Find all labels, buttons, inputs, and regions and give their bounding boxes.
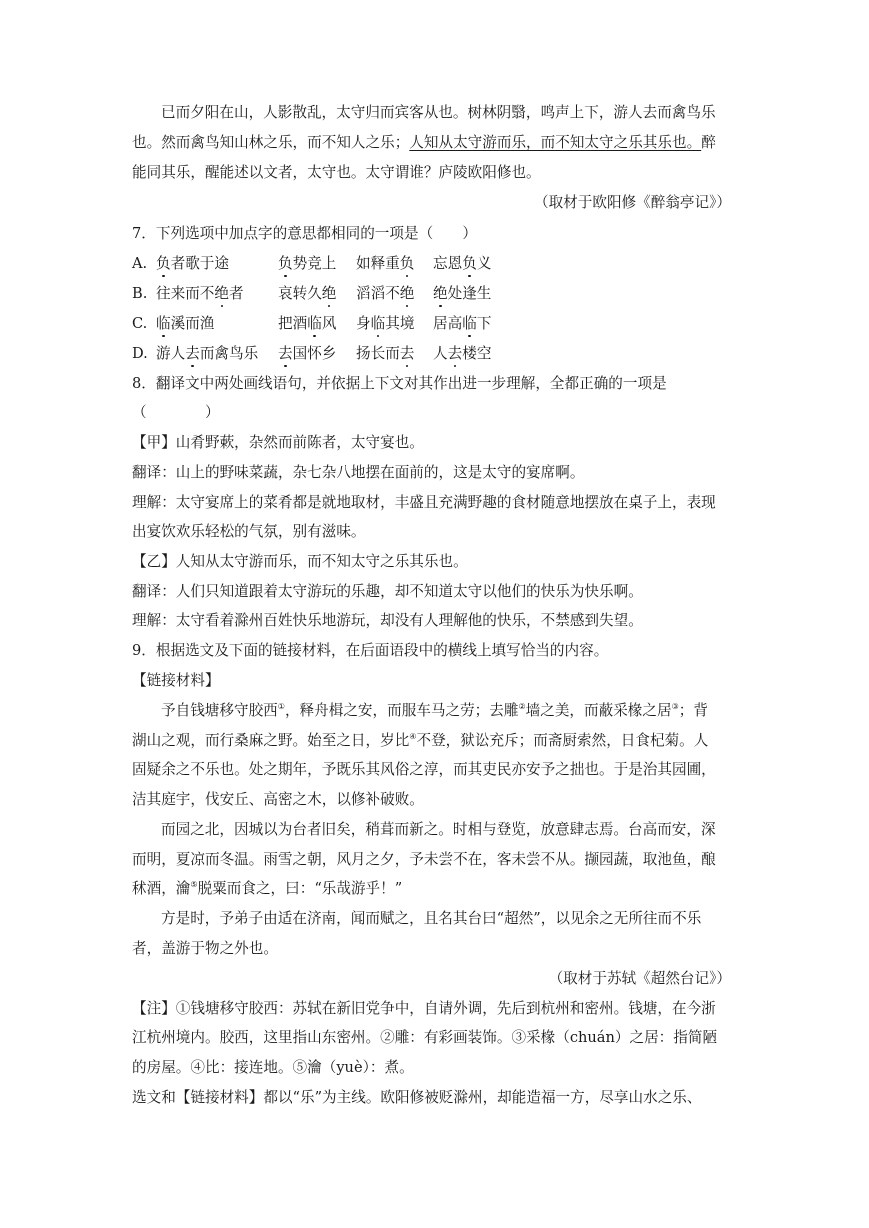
- dotted-char: 去: [185, 345, 200, 362]
- answer-blank: （ ）: [132, 404, 220, 421]
- dotted-char: 临: [370, 315, 386, 332]
- option-label: C.: [132, 315, 148, 332]
- question-9-prompt: 选文和【链接材料】都以“乐”为主线。欧阳修被贬滁州，却能造福一方，尽享山水之乐、: [132, 1089, 702, 1106]
- sentence-jia: 【甲】山肴野蔌，杂然而前陈者，太守宴也。: [132, 434, 424, 451]
- dotted-char: 绝: [321, 285, 337, 302]
- option-phrase: 把酒临风: [278, 315, 337, 332]
- sentence-yi: 【乙】人知从太守游而乐，而不知太守之乐其乐也。: [132, 553, 468, 570]
- passage-line: 已而夕阳在山，人影散乱，太守归而宾客从也。树林阴翳，鸣声上下，游人去而禽鸟乐: [161, 104, 716, 121]
- understanding-jia: 出宴饮欢乐轻松的气氛，别有滋味。: [132, 523, 366, 540]
- material-line: 而园之北，因城以为台者旧矣，稍葺而新之。时相与登览，放意肆志焉。台高而安，深: [161, 821, 716, 838]
- option-phrase: 绝处逢生: [433, 285, 492, 302]
- option-label: A.: [132, 255, 148, 272]
- footnote-line: 【注】①钱塘移守胶西：苏轼在新旧党争中，自请外调，先后到杭州和密州。钱塘，在今浙: [132, 1000, 716, 1017]
- dotted-char: 绝: [214, 285, 229, 302]
- translation-yi: 翻译：人们只知道跟着太守游玩的乐趣，却不知道太守以他们的快乐为快乐啊。: [132, 583, 643, 600]
- passage-text: 醉: [701, 134, 716, 151]
- material-line: 固疑余之不乐也。处之期年，予既乐其风俗之淳，而其吏民亦安予之拙也。于是治其园圃，: [132, 761, 716, 778]
- material-line: 而明，夏凉而冬温。雨雪之朝，风月之夕，予未尝不在，客未尝不从。撷园蔬，取池鱼，酿: [132, 851, 716, 868]
- option-phrase: 去国怀乡: [278, 345, 337, 362]
- dotted-char: 去: [399, 345, 415, 362]
- option-phrase: 居高临下: [433, 315, 492, 332]
- option-phrase: 临溪而渔: [156, 315, 215, 332]
- understanding-jia: 理解：太守宴席上的菜肴都是就地取材，丰盛且充满野趣的食材随意地摆放在桌子上，表现: [132, 494, 716, 511]
- dotted-char: 临: [156, 315, 171, 332]
- question-7-stem: 7．下列选项中加点字的意思都相同的一项是（ ）: [132, 225, 477, 242]
- footnote-mark: ②: [518, 702, 526, 712]
- underlined-sentence-yi: 人知从太守游而乐，而不知太守之乐其乐也。: [409, 134, 702, 151]
- passage-text: 也。然而禽鸟知山林之乐，而不知人之乐；: [132, 134, 410, 151]
- option-phrase: 哀转久绝: [278, 285, 337, 302]
- passage-line: 能同其乐，醒能述以文者，太守也。太守谓谁？庐陵欧阳修也。: [132, 164, 541, 181]
- footnote-mark: ⑤: [190, 880, 198, 890]
- footnote-mark: ③: [671, 702, 679, 712]
- option-phrase: 扬长而去: [356, 345, 415, 362]
- footnote-line: 的房屋。④比：接连地。⑤瀹（yuè）：煮。: [132, 1059, 414, 1076]
- material-source: （取材于苏轼《超然台记》）: [548, 970, 731, 987]
- dotted-char: 去: [278, 345, 293, 362]
- material-line: 者，盖游于物之外也。: [132, 940, 278, 957]
- option-phrase: 身临其境: [356, 315, 415, 332]
- dotted-char: 绝: [433, 285, 448, 302]
- dotted-char: 负: [399, 255, 415, 272]
- option-label: B.: [132, 285, 148, 302]
- question-9-stem: 9．根据选文及下面的链接材料，在后面语段中的横线上填写恰当的内容。: [132, 642, 609, 659]
- option-label: D.: [132, 345, 148, 362]
- option-phrase: 如释重负: [356, 255, 415, 272]
- footnote-line: 江杭州境内。胶西，这里指山东密州。②雕：有彩画装饰。③采椽（chuán）之居：指简陋: [132, 1029, 718, 1046]
- material-line: 洁其庭宇，伐安丘、高密之木，以修补破败。: [132, 791, 424, 808]
- dotted-char: 临: [307, 315, 322, 332]
- dotted-char: 绝: [399, 285, 415, 302]
- option-phrase: 往来而不绝者: [156, 285, 244, 302]
- option-phrase: 负者歌于途: [156, 255, 229, 272]
- translation-jia: 翻译：山上的野味菜蔬，杂七杂八地摆在面前的，这是太守的宴席啊。: [132, 464, 585, 481]
- material-line: 方是时，予弟子由适在济南，闻而赋之，且名其台曰“超然”，以见余之无所往而不乐: [161, 910, 702, 927]
- dotted-char: 负: [278, 255, 293, 272]
- option-phrase: 负势竞上: [278, 255, 337, 272]
- dotted-char: 负: [156, 255, 171, 272]
- material-heading: 【链接材料】: [132, 672, 220, 689]
- footnote-mark: ①: [277, 702, 285, 712]
- option-phrase: 人去楼空: [433, 345, 492, 362]
- option-phrase: 忘恩负义: [433, 255, 492, 272]
- question-8-stem: 8．翻译文中两处画线语句，并依据上下文对其作出进一步理解，全都正确的一项是: [132, 375, 667, 392]
- option-phrase: 滔滔不绝: [356, 285, 415, 302]
- question-7-option-a: [132, 254, 491, 274]
- understanding-yi: 理解：太守看着滁州百姓快乐地游玩，却没有人理解他的快乐，不禁感到失望。: [132, 612, 643, 629]
- dotted-char: 去: [447, 345, 463, 362]
- material-line: 予自钱塘移守胶西①，释舟楫之安，而服车马之劳；去雕②墙之美，而蔽采椽之居③；背: [161, 702, 708, 719]
- footnote-mark: ④: [409, 732, 417, 742]
- question-7-option-b: [132, 284, 491, 304]
- question-7-option-d: [132, 344, 491, 364]
- material-line: 秫酒，瀹⑤脱粟而食之，曰：“乐哉游乎！”: [132, 880, 403, 897]
- passage-line: [132, 133, 716, 153]
- passage-source: （取材于欧阳修《醉翁亭记》）: [533, 194, 731, 211]
- dotted-char: 负: [462, 255, 477, 272]
- material-line: 湖山之观，而行桑麻之野。始至之日，岁比④不登，狱讼充斥；而斋厨索然，日食杞菊。人: [132, 732, 709, 749]
- question-7-option-c: [132, 314, 491, 334]
- dotted-char: 临: [462, 315, 477, 332]
- option-phrase: 游人去而禽鸟乐: [156, 345, 259, 362]
